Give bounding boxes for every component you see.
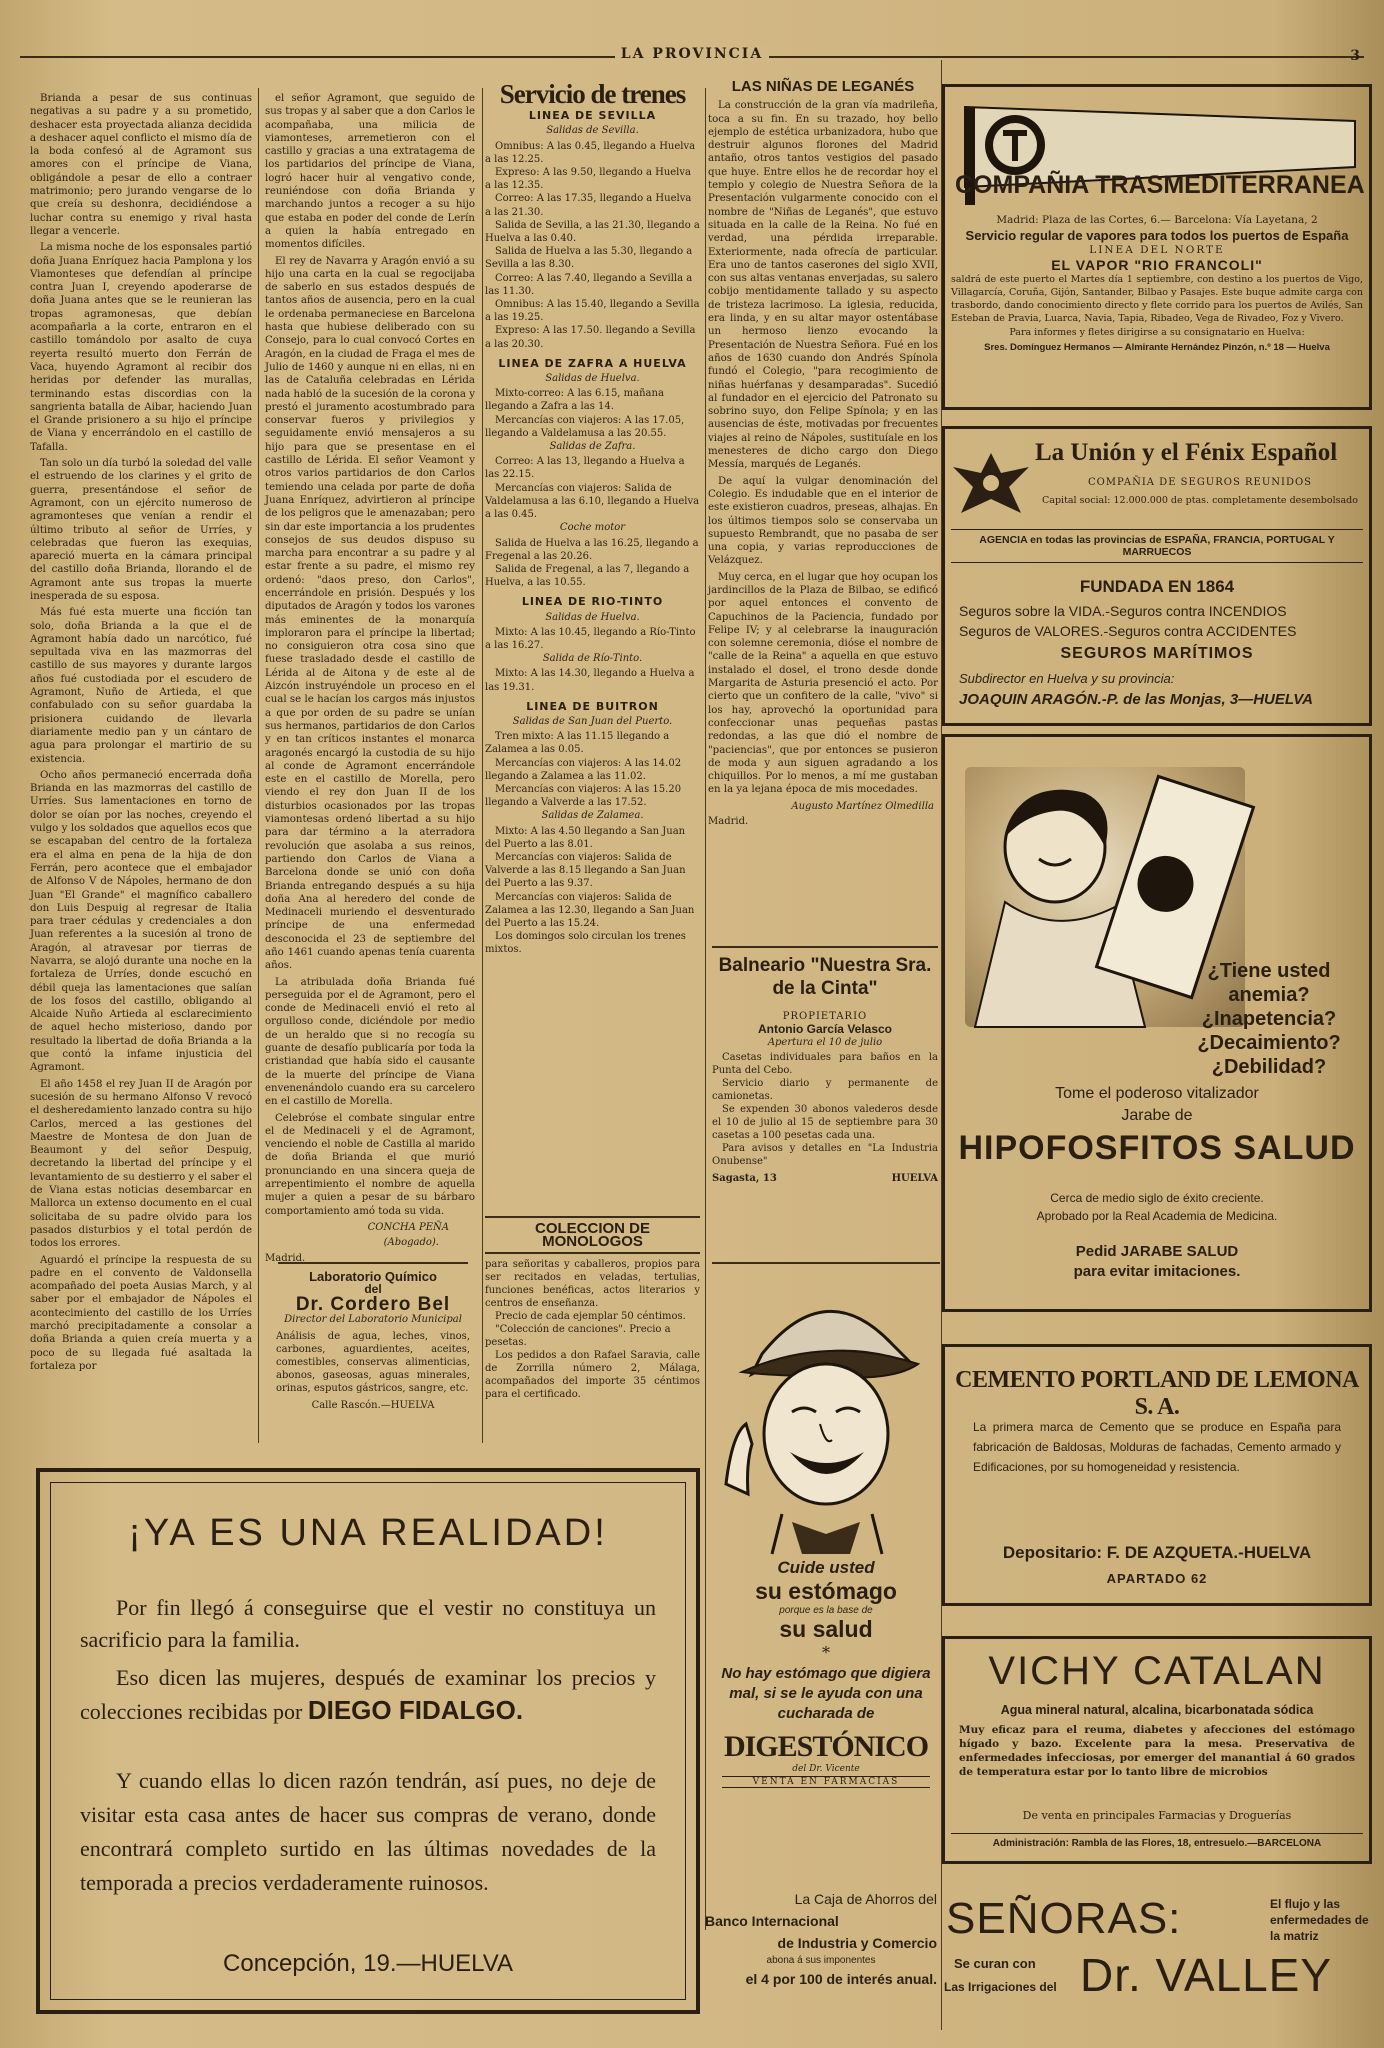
hipo-take: Tome el poderoso vitalizador xyxy=(1055,1085,1259,1102)
cemento-body: La primera marca de Cemento que se produce en España para fabricación de Baldosas, Molduras de fachadas, Cemento armado y Edificaciones, por su homogeneidad y resistencia. xyxy=(973,1420,1341,1474)
hipo-brand: HIPOFOSFITOS SALUD xyxy=(958,1129,1356,1167)
vichy-ad xyxy=(942,1636,1372,1864)
caja-line: Banco Internacional xyxy=(705,1913,839,1929)
balneario-address: Sagasta, 13 xyxy=(712,1173,777,1184)
union-seguro-maritimo: SEGUROS MARÍTIMOS xyxy=(1060,645,1254,662)
train-entry: Salida de Huelva a las 16.25, llegando a Fregenal a las 20.26. xyxy=(485,537,699,562)
paragraph: De aquí la vulgar denominación del Colegio. Es indudable que en el interior de este existieron cuadros, preseas, alhajas. En los últimos tiempos solo se conservaba un supuesto Rembrandt, que no pasaba de ser una copia, y varias reproducciones de Velázquez. xyxy=(708,475,938,567)
article-col2 xyxy=(265,92,475,1264)
trasmed-body-block xyxy=(951,213,1363,355)
hipo-jarabe: Jarabe de xyxy=(1121,1107,1193,1124)
balneario-role: PROPIETARIO xyxy=(782,1011,868,1022)
man-with-hat-illustration xyxy=(712,1264,940,1554)
train-entry: Expreso: A las 9.50, llegando a Huelva a las 12.35. xyxy=(485,167,691,192)
trasmed-address: Madrid: Plaza de las Cortes, 6.— Barcelona: Vía Layetana, 2 xyxy=(996,214,1318,226)
divider xyxy=(278,1262,468,1264)
digestonico-sale: VENTA EN FARMACIAS xyxy=(722,1776,930,1788)
diego-headline: ¡YA ES UNA REALIDAD! xyxy=(128,1512,608,1554)
cemento-ad xyxy=(942,1344,1372,1606)
train-entry: Mercancías con viajeros: A las 15.20 llegando a Valverde a las 17.52. xyxy=(485,783,682,809)
paragraph: Muy cerca, en el lugar que hoy ocupan los jardincillos de la Plaza de Bilbao, se edificó por aquel entonces el convento de Capuchinos de la Paciencia, fundado por Felipe IV; y al celebrarse la inauguración con solemne ceremonia, dióse el nombre de "calle de la Reina" a aquella en que estuvo instalado el dosel, el trono desde donde Margarita de Asturia presenció el acto. Por cierto que un confitero de la calle, "vivo" si los hay, aprovechó la oportunidad para confeccionar unas pequeñas pastas redondas, a las que dió el nombre de "paciencias", que por entonces se pusieron de moda y aun siguen agradando a los chiquillos. Por lo menos, a mí me gustaban en la ya lejana época de mis mocedades. xyxy=(708,571,938,796)
trasmed-line: LINEA DEL NORTE xyxy=(1089,244,1225,256)
union-subdirector: Subdirector en Huelva y su provincia: xyxy=(959,671,1175,686)
union-fenix-ad xyxy=(942,426,1372,726)
union-seguro: Seguros sobre la VIDA.-Seguros contra INCENDIOS xyxy=(959,603,1287,619)
article-col1 xyxy=(30,92,252,1442)
divider xyxy=(712,946,938,948)
lab-body: Análisis de agua, leches, vinos, carbones, aguardientes, aceites, comestibles, conservas alimenticias, abonos, gaseosas, aguas minerales, orinas, esputos gástricos, sangre, etc. xyxy=(276,1331,470,1394)
train-entry: Los domingos solo circulan los trenes mixtos. xyxy=(485,931,686,956)
paragraph: Aguardó el príncipe la respuesta de su padre en el convento de Valdonsella acompañado del poeta Ausias March, y al saber por el embajador de Nápoles el acontecimiento del castillo de los Urríes marchó precipitadamente a consolar a doña Brianda a quien creía muerta y a poco de su llegada fué asaltada la fortaleza por xyxy=(30,1254,252,1372)
hipo-line: Aprobado por la Real Academia de Medicina. xyxy=(1036,1209,1278,1223)
train-entry: Tren mixto: A las 11.15 llegando a Zalamea a las 0.05. xyxy=(485,731,670,756)
train-entry: Correo: A las 7.40, llegando a Sevilla a las 11.30. xyxy=(485,272,693,297)
train-entry: Salida de Sevilla, a las 21.30, llegando a Huelva a las 0.40. xyxy=(485,219,700,245)
valley-title: SEÑORAS: xyxy=(946,1894,1182,1943)
valley-side: El flujo y las enfermedades de la matriz xyxy=(1270,1897,1369,1943)
paragraph: El rey de Navarra y Aragón envió a su hijo una carta en la cual se regocijaba de saberlo en sus estados después de tantos años de ausencia, pero en la cual le ordenaba permaneciese en Barcelona hasta que hubiese deliberado con su Consejo, para lo cual convocó Cortes en Aragón, en la ciudad de Fraga el mes de Julio de 1460 y aunque ni en ellas, ni en las de Cataluña celebradas en Lérida nada habló de la sucesión de la corona y prestó el juramento acostumbrado para conservar fueros y privilegios y seguidamente envió mensajeros a su hijo para que se presentase en el castillo de Lérida. El señor Veamont y otros varios partidarios de don Carlos temiendo una celada por parte de doña Juana Enríquez, advirtieron al príncipe de los peligros que le amenazaban; pero sin dar este importancia a los prudentes consejos de sus deudos dispuso su marcha para encontrar a su padre y al estar frente a su padre, el mismo rey ordenó: "daos preso, don Carlos", encerrándole en prisión. Después y los diputados de Aragón y todos los varones más eminentes de la monarquía imploraron para el príncipe la libertad; no consiguieron otra cosa sino que fuese trasladado desde el castillo de Lérida al de Aitona y de este al de Aizcón instruyéndole un proceso en el cual se le hacían los cargos más injustos a que por orden de su padre se unían sus hermanos, partidarios de don Carlos y en tan críticos instantes el monarca aragonés encargó la custodia de su hijo al conde de Agramont encerrándole este en el castillo de Morella, pero viendo el rey don Juan II de los disturbios ocasionados por las tropas viamontesas ordenó libertad a su hijo para dar término a la aterradora revolución que asolaba a sus reinos, partiendo don Carlos de Viana a Barcelona donde se unió con doña Brianda entregando después a su hija doña Ana al heredero del conde de Medinaceli muriendo el desventurado príncipe de una enfermedad desconocida el 23 de septiembre del año 1461 cuando apenas tenía cuarenta años. xyxy=(265,255,475,972)
lab-ad xyxy=(268,1262,478,1442)
train-entry: Omnibus: A las 0.45, llegando a Huelva a las 12.25. xyxy=(485,140,696,165)
hipo-line: Cerca de medio siglo de éxito creciente. xyxy=(1050,1191,1264,1205)
lab-name: Dr. Cordero Bel xyxy=(295,1294,451,1315)
trasmed-agents: Sres. Domínguez Hermanos — Almirante Hernández Pinzón, n.º 18 — Huelva xyxy=(984,342,1330,353)
dateline: Madrid. xyxy=(708,816,749,828)
paragraph: Tan solo un día turbó la soledad del valle el estruendo de los clarines y el grito de guerra, presentándose el señor de Agramont, con un ejército numeroso de agramonteses que venían a rendir el último tributo al señor de Urríes, y celebradas que fueron las exequias, apareció muerta en la cámara principal del castillo doña Brianda, llorando el de Agramont ante sus tropas la muerte inesperada de su esposa. xyxy=(30,458,252,602)
paragraph: el señor Agramont, que seguido de sus tropas y al saber que a don Carlos le acompañaba, una milicia de viamonteses, arremetieron con el castillo y gracias a una extratagema de los partidarios del príncipe de Viana, logró hacer huir al vengativo conde, reuniéndose con doña Brianda y marchando juntos a recoger a su hijo que estaba en poder del conde de Lerín a quien la había entregado en momentos difíciles. xyxy=(265,93,475,251)
divider xyxy=(485,1216,700,1218)
vichy-admin: Administración: Rambla de las Flores, 18, entresuelo.—BARCELONA xyxy=(951,1833,1363,1849)
balneario-title: Balneario "Nuestra Sra. de la Cinta" xyxy=(718,955,932,999)
caja-line: abona á sus imponentes xyxy=(766,1955,876,1966)
train-line-heading: LINEA DE SEVILLA xyxy=(528,109,657,123)
page-number: 3 xyxy=(1350,48,1360,64)
diego-fidalgo-ad xyxy=(36,1468,700,2014)
balneario-ad xyxy=(712,946,938,1258)
hipo-q4: ¿Decaimiento? xyxy=(1197,1032,1341,1054)
monologos-line: Los pedidos a don Rafael Saravia, calle de Zorrilla número 2, Málaga, acompañados del importe 35 céntimos para el certificado. xyxy=(485,1350,700,1400)
digestonico-line4: su salud xyxy=(779,1616,873,1642)
train-subheading: Salidas de Huelva. xyxy=(545,373,640,385)
train-subheading: Salidas de San Juan del Puerto. xyxy=(512,715,673,727)
digestonico-body: No hay estómago que digiera mal, si se le ayuda con una cucharada de xyxy=(721,1665,931,1722)
hipo-q2: anemia? xyxy=(1228,984,1310,1006)
train-entry: Salida de Huelva a las 5.30, llegando a Sevilla a las 8.30. xyxy=(485,246,693,271)
cemento-depositario: Depositario: F. DE AZQUETA.-HUELVA xyxy=(1002,1543,1312,1562)
hipo-q3: ¿Inapetencia? xyxy=(1201,1008,1337,1030)
train-line-heading: LINEA DE BUITRON xyxy=(526,699,659,713)
train-entry: Mercancías con viajeros: Salida de Valverde a las 8.15 llegando a San Juan del Puerto a las 9.37. xyxy=(485,851,686,890)
column-rule xyxy=(258,88,259,1443)
train-schedule xyxy=(485,79,700,1214)
diego-p1: Por fin llegó á conseguirse que el vestir no constituya un sacrificio para la familia. xyxy=(80,1595,656,1652)
vichy-body: Muy eficaz para el reuma, diabetes y afecciones del estómago hígado y bazo. Excelente para la mesa. Preservativa de enfermedades infecciosas, por emerger del manantial á 60 grados de temperatura estar por lo tanto libre de microbios xyxy=(959,1724,1355,1778)
lab-role: Director del Laboratorio Municipal xyxy=(284,1314,462,1325)
divider xyxy=(485,1252,700,1254)
signature-role: (Abogado). xyxy=(383,1237,439,1249)
digestonico-star: * xyxy=(822,1643,830,1662)
digestonico-line3: porque es la base de xyxy=(779,1605,873,1616)
balneario-owner: Antonio García Velasco xyxy=(757,1022,893,1036)
train-subheading: Salida de Río-Tinto. xyxy=(542,653,643,665)
valley-ad xyxy=(944,1890,1372,2030)
signature: CONCHA PEÑA xyxy=(367,1221,449,1233)
hipo-q1: ¿Tiene usted xyxy=(1207,960,1331,982)
balneario-subtitle: Apertura el 10 de julio xyxy=(767,1037,883,1048)
diego-p2 xyxy=(80,1662,656,1728)
union-founded: FUNDADA EN 1864 xyxy=(1079,577,1235,596)
union-sub: COMPAÑIA DE SEGUROS REUNIDOS xyxy=(1087,477,1313,488)
trasmediterranea-ad xyxy=(942,84,1372,410)
lab-del: del xyxy=(364,1282,382,1296)
train-subheading: Salidas de Huelva. xyxy=(545,611,640,623)
union-director: JOAQUIN ARAGÓN.-P. de las Monjas, 3—HUELVA xyxy=(959,691,1313,708)
digestonico-brand: DIGESTÓNICO xyxy=(723,1730,929,1763)
union-brand: La Unión y el Fénix Español xyxy=(1035,439,1338,466)
balneario-line: Para avisos y detalles en "La Industria Onubense" xyxy=(712,1143,938,1167)
train-entry: Mixto: A las 4.50 llegando a San Juan del Puerto a las 8.01. xyxy=(485,825,686,850)
valley-brand: Dr. VALLEY xyxy=(1080,1949,1333,2001)
monologos-title: COLECCION DE MONOLOGOS xyxy=(534,1220,650,1250)
hipo-imitaciones: para evitar imitaciones. xyxy=(1073,1263,1241,1280)
lab-address: Calle Rascón.—HUELVA xyxy=(311,1400,435,1411)
monologos-line: "Colección de canciones". Precio a pesetas. xyxy=(485,1324,671,1348)
inner-frame xyxy=(50,1482,686,2000)
train-entry: Mixto: A las 10.45, llegando a Río-Tinto a las 16.27. xyxy=(485,626,696,651)
dateline: Madrid. xyxy=(265,1252,306,1264)
union-capital: Capital social: 12.000.000 de ptas. completamente desembolsado xyxy=(1042,495,1358,506)
trasmed-info: Para informes y fletes dirigirse a su consignatario en Huelva: xyxy=(1009,327,1305,338)
train-title: Servicio de trenes xyxy=(499,79,686,109)
train-entry: Mercancías con viajeros: Salida de Valdelamusa a las 6.10, llegando a Huelva a las 0.45. xyxy=(485,482,700,521)
column-rule xyxy=(482,88,483,1443)
signature: Augusto Martínez Olmedilla xyxy=(791,800,934,812)
phoenix-eagle-logo xyxy=(951,443,1031,523)
article-title: LAS NIÑAS DE LEGANÉS xyxy=(731,78,915,95)
train-line-heading: LINEA DE ZAFRA A HUELVA xyxy=(498,356,687,370)
masthead xyxy=(0,46,1384,68)
train-entry: Mercancías con viajeros: Salida de Zalamea a las 12.30, llegando a San Juan del Puerto a las 15.24. xyxy=(485,891,695,929)
train-entry: Salida de Fregenal, a las 7, llegando a Huelva, a las 10.55. xyxy=(485,563,690,589)
train-entry: Correo: A las 13, llegando a Huelva a las 22.15. xyxy=(485,456,685,481)
paragraph: El año 1458 el rey Juan II de Aragón por sucesión de su hermano Alfonso V revocó el desheredamiento lanzado contra su hijo Carlos, merced a las gestiones del Maestre de Montesa de don Juan de Beaumont y del señor Despuig, decretando la libertad del príncipe y el levantamiento de su destierro y el saber el de Viana estas noticias desembarcar en Mallorca un extenso documento en el cual solicitaba de su padre olvido para los pasados disturbios y el total perdón de todos los errores. xyxy=(30,1078,252,1250)
hipo-pedid: Pedid JARABE SALUD xyxy=(1075,1243,1239,1260)
valley-cure: Se curan con xyxy=(954,1956,1036,1971)
digestonico-by: del Dr. Vicente xyxy=(792,1764,860,1774)
union-seguro: Seguros de VALORES.-Seguros contra ACCIDENTES xyxy=(959,623,1297,639)
hipofosfitos-ad xyxy=(942,734,1372,1312)
balneario-line: Casetas individuales para baños en la Punta del Cebo. xyxy=(712,1052,938,1076)
train-subheading: Salidas de Zalamea. xyxy=(541,810,644,822)
train-line-heading: LINEA DE RIO-TINTO xyxy=(521,595,664,609)
train-subheading: Salidas de Sevilla. xyxy=(546,125,639,137)
caja-line: La Caja de Ahorros del xyxy=(794,1891,937,1907)
trasmed-ship: EL VAPOR "RIO FRANCOLI" xyxy=(1051,257,1263,273)
paragraph: La construcción de la gran vía madrileña, toca a su fin. En su trazado, hoy bello ejemplo de estética urbanizadora, hubo que destruir algunos florones del Madrid antaño, otros tantos vestigios del pasado que huye. Entre ellos he de recordar hoy el templo y colegio de Nuestra Señora de la Presentación vulgarmente conocido con el nombre de "Niñas de Leganés", que estuvo situada en la calle de la Reina. No fué en verdad, una pérdida irreparable. Exteriormente, nada ofrecía de particular. Era uno de tantos caserones del siglo XVII, con sus altas ventanas enverjadas, su salero cobijo mentidamente tallado y su aspecto de tristeza lacrimoso. La iglesia, reducida, era linda, y en su altar mayor ostentábase un hermoso lienzo evocando la Presentación de Nuestra Señora. Fué en los años de 1630 cuando don Andrés Spínola fundó el Colegio, "para recogimiento de niñas huérfanas y desamparadas". Sucedió al fundador en el ejercicio del Patronato su sobrino suyo, don Felipe Spínola; y en las ausencias de éste, motivadas por frecuentes viajes al reino de Nápoles, sustituíale en los menesteres de dicho cargo don Diego Messía, marqués de Leganés. xyxy=(708,100,938,471)
vichy-brand: VICHY CATALAN xyxy=(988,1649,1326,1693)
paragraph: Ocho años permaneció encerrada doña Brianda en las mazmorras del castillo de Urríes. Sus lamentaciones en torno de dolor se oían por las noches, creyendo el vulgo y los soldados que aquellos ecos que se escapaban del centro de la fortaleza era el alma en pena de la hija de don Ferrán, pero acontece que el embajador de Alfonso V de Nápoles, hermano de don Juan "El Grande" el magnífico caballero don Luis Despuig al regresar de Italia para traer cédulas y credenciales a don Juan referentes a la sucesión al trono de Aragón, al atravesar por tierras de Navarra, se alojó durante una noche en la fortaleza de Urríes, donde escuchó en débil queja las lamentaciones que salían de los fosos del castillo, obligando al Alcaide Nuño Artieda al esclarecimiento de aquel hecho misterioso, dando por resultado la libertad de doña Brianda a la que contó la infame injusticia del Agramont. xyxy=(30,769,252,1074)
digestonico-line2: su estómago xyxy=(755,1578,897,1604)
caja-ad xyxy=(705,1888,937,2014)
caja-line: el 4 por 100 de interés anual. xyxy=(745,1971,937,1987)
trasmed-service: Servicio regular de vapores para todos los puertos de España xyxy=(965,228,1349,243)
diego-brand: DIEGO FIDALGO. xyxy=(307,1695,524,1725)
hipo-q5: ¿Debilidad? xyxy=(1211,1056,1327,1078)
monologos-line: para señoritas y caballeros, propios para ser recitados en veladas, tertulias, funciones benéficas, actos literarios y centros de enseñanza. xyxy=(485,1259,700,1309)
valley-irrig: Las Irrigaciones del xyxy=(944,1980,1057,1994)
lab-title: Laboratorio Químico xyxy=(309,1269,437,1284)
caja-line: de Industria y Comercio xyxy=(777,1935,937,1951)
balneario-city: HUELVA xyxy=(891,1173,938,1184)
train-entry: Correo: A las 17.35, llegando a Huelva a las 21.30. xyxy=(485,193,692,218)
column-rule xyxy=(705,88,706,1930)
vichy-sub: Agua mineral natural, alcalina, bicarbonatada sódica xyxy=(1000,1703,1314,1717)
cemento-apartado: APARTADO 62 xyxy=(1106,1571,1208,1586)
balneario-line: Servicio diario y permanente de camionetas. xyxy=(712,1078,938,1102)
balneario-line: Se expenden 30 abonos valederos desde el 10 de julio al 15 de septiembre para 30 casetas a 100 pesetas cada una. xyxy=(712,1104,938,1141)
paragraph: Brianda a pesar de sus continuas negativas a su padre y a su prometido, deshacer esta proyectada alianza decidida a deshacer aquel conflicto el mismo día de la boda confesó al de Agramont sus amores con el príncipe de Viana, obligándole a pesar de ello a contraer matrimonio; pero jurando vengarse de lo que creía su deshonra, decidiéndose a luchar contra su enemigo y rival hasta llegar a vencerle. xyxy=(30,93,252,237)
diego-address: Concepción, 19.—HUELVA xyxy=(223,1950,513,1977)
monologos-line: Precio de cada ejemplar 50 céntimos. xyxy=(495,1311,686,1322)
trasmed-brand: COMPAÑIA TRASMEDITERRANEA xyxy=(955,171,1365,199)
digestonico-line1: Cuide usted xyxy=(777,1558,875,1577)
train-entry: Mercancías con viajeros: A las 14.02 llegando a Zalamea a las 11.02. xyxy=(485,757,682,782)
monologos-ad xyxy=(485,1216,700,1441)
diego-p3: Y cuando ellas lo dicen razón tendrán, así pues, no deje de visitar esta casa antes de hacer sus compras de verano, donde encontrará completo surtido en las últimas novedades de la temporada a precios verdaderamente ruinosos. xyxy=(80,1768,656,1895)
train-entry: Mercancías con viajeros: A las 17.05, llegando a Valdelamusa a las 20.55. xyxy=(485,414,685,439)
paragraph: Celebróse el combate singular entre el de Medinaceli y el de Agramont, venciendo el noble de Castilla al marido de doña Brianda el que murió pronunciando en una sincera queja de arrepentimiento el nombre de aquella mujer a quien a pesar de su bárbaro comportamiento amó toda su vida. xyxy=(265,1112,475,1217)
vichy-sale: De venta en principales Farmacias y Droguerías xyxy=(1022,1809,1292,1822)
train-entry: Expreso: A las 17.50. llegando a Sevilla a las 20.30. xyxy=(485,325,696,350)
train-entry: Mixto: A las 14.30, llegando a Huelva a las 19.31. xyxy=(485,668,695,693)
train-entry: Omnibus: A las 15.40, llegando a Sevilla a las 19.25. xyxy=(485,299,700,324)
article-ninas xyxy=(708,80,938,942)
diego-p2-text: Eso dicen las mujeres, después de examinar los precios y colecciones recibidas por xyxy=(80,1665,656,1724)
masthead-title: LA PROVINCIA xyxy=(615,46,769,62)
train-entry: Mixto-correo: A las 6.15, mañana llegando a Zafra a las 14. xyxy=(485,388,664,413)
train-subheading: Coche motor xyxy=(559,522,626,534)
paragraph: Más fué esta muerte una ficción tan solo, doña Brianda a la que el de Agramont había dado un narcótico, fué sepultada viva en las mazmorras del castillo de sus mayores y durante largos años fué custodiada por el escudero de Agramont, Nuño de Artieda, el que confabulado con su señor guardaba la prisionera cuidando de llevarla diariamente medio pan y un cántaro de agua para prolongar el martirio de su existencia. xyxy=(30,607,252,765)
balneario-footer xyxy=(712,1172,938,1185)
paragraph: La atribulada doña Brianda fué perseguida por el de Agramont, pero el conde de Medinaceli envió el reto al orgulloso conde, diciéndole por medio de un heraldo que si no recogía su guante de desafío publicaría por toda la cristiandad que había sido el causante de la muerte del príncipe de Viana envenenándolo cuando era su carcelero en el castillo de Morella. xyxy=(265,976,475,1108)
paragraph: La misma noche de los esponsales partió doña Juana Enríquez hacia Pamplona y los Viamonteses que defendían al príncipe contra Juan I, creyendo apoderarse de doña Juana antes que se le reunieran las tropas agramonesas, que debían acompañarla a la corte, entraron en el castillo tomándolo por asalto de cuya reyerta resultó muerto don Ferrán de Vaca, huyendo Agramont al recibir dos heridas por defender las murallas, terminando estas discordias con la sangrienta batalla de Aibar, haciendo Juan el Grande prisionero a su hijo el príncipe de Viana y encerrándolo en el castillo de Tafalla. xyxy=(30,242,252,453)
cemento-brand: CEMENTO PORTLAND DE LEMONA S. A. xyxy=(955,1367,1359,1420)
train-subheading: Salidas de Zafra. xyxy=(549,441,636,453)
trasmed-body: saldrá de este puerto el Martes día 1 septiembre, con destino a los puertos de Vigo, Villagarcía, Coruña, Gijón, Santander, Bilbao y Pasajes. Este buque admite carga con trasbordo, dando conocimiento directo y flete corrido para los puertos de Avilés, San Esteban de Pravia, Luarca, Navia, Tapia, Ribadeo, Vega de Rivadeo, Foz y Vivero. xyxy=(951,274,1363,324)
hipo-questions xyxy=(1175,959,1363,1079)
digestonico-ad xyxy=(712,1262,940,1862)
union-agencia: AGENCIA en todas las provincias de ESPAÑA, FRANCIA, PORTUGAL Y MARRUECOS xyxy=(951,529,1363,563)
